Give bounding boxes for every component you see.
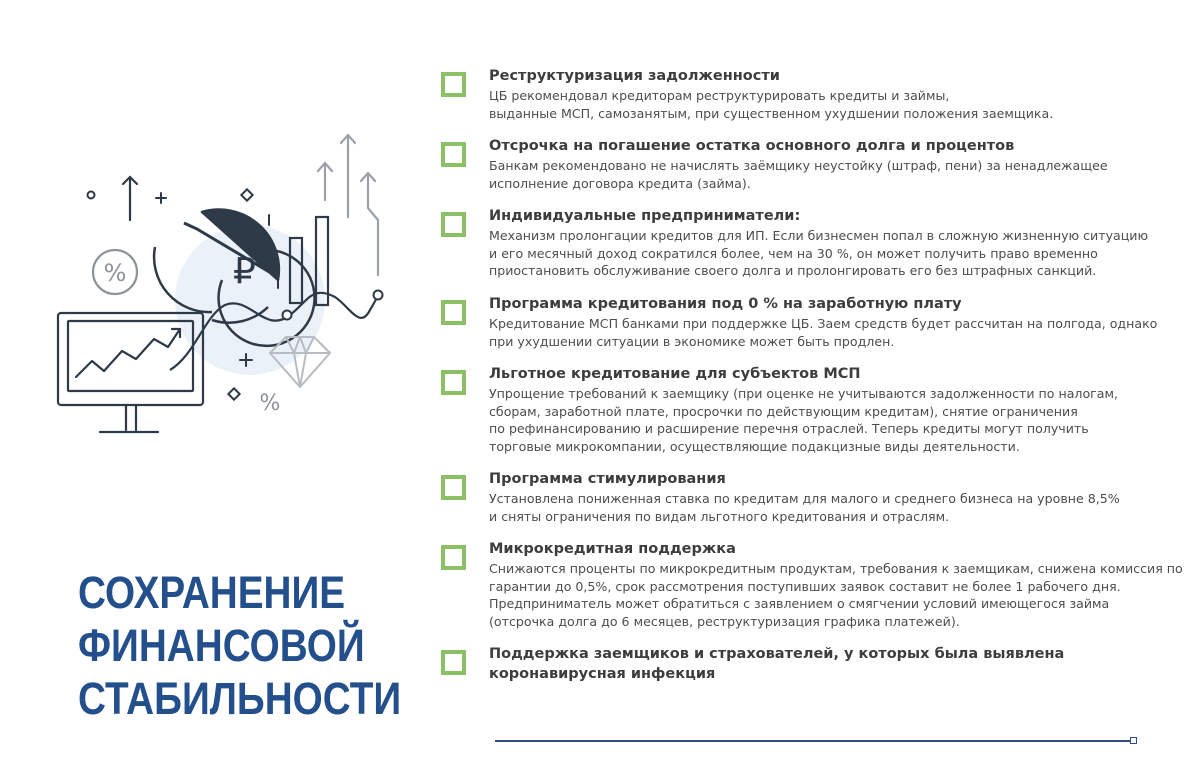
item-title: Микрокредитная поддержка: [489, 541, 736, 557]
checkbox-icon: [441, 475, 466, 500]
item-desc-line: Механизм пролонгации кредитов для ИП. Если бизнесмен попал в сложную жизненную ситуацию: [489, 228, 1149, 243]
footer-divider: [495, 740, 1133, 742]
finance-growth-illustration: [50, 125, 390, 445]
percent-small-icon: %: [259, 391, 281, 416]
item-title: Поддержка заемщиков и страхователей, у которых была выявлена: [489, 646, 1065, 662]
page-title-line: СТАБИЛЬНОСТИ: [78, 673, 402, 724]
checkbox-icon: [441, 142, 466, 167]
item-desc-line: Снижаются проценты по микрокредитным продуктам, требования к заемщикам, снижена комиссия по: [489, 561, 1183, 576]
percent-icon: [93, 250, 137, 294]
ruble-icon: ₽: [233, 251, 256, 292]
page-title-line: СОХРАНЕНИЕ: [78, 567, 346, 618]
checkbox-icon: [441, 370, 466, 395]
checkbox-icon: [441, 300, 466, 325]
footer-divider-end: [1130, 737, 1137, 744]
item-desc-line: приостановить обслуживание своего долга и пролонгировать его без штрафных санкций.: [489, 263, 1097, 278]
item-desc-line: при ухудшении ситуации в экономике может быть продлен.: [489, 333, 895, 349]
svg-text:%: %: [103, 259, 127, 287]
item-desc-line: исполнение договора кредита (займа).: [489, 175, 751, 191]
page-title: [78, 566, 402, 725]
wave-node: [374, 291, 383, 300]
item-title: Программа стимулирования: [489, 471, 726, 487]
checkbox-icon: [441, 212, 466, 237]
item-desc-line: Банкам рекомендовано не начислять заёмщику неустойку (штраф, пени) за ненадлежащее: [489, 158, 1108, 173]
item-desc-line: Предприниматель может обратиться с заявлением о смягчении условий имеющегося займа: [489, 596, 1110, 611]
checkbox-icon: [441, 72, 466, 97]
item-title: Реструктуризация задолженности: [489, 68, 780, 84]
item-desc-line: гарантии до 0,5%, срок рассмотрения поступивших заявок составит не более 1 рабочего дня.: [489, 578, 1121, 594]
item-title: Льготное кредитование для субъектов МСП: [489, 366, 861, 382]
checkbox-icon: [441, 545, 466, 570]
item-desc-line: Кредитование МСП банками при поддержке ЦБ. Заем средств будет рассчитан на полгода, однако: [489, 316, 1158, 331]
item-title: Программа кредитования под 0 % на заработную плату: [489, 296, 962, 312]
wave-node: [283, 311, 292, 320]
item-desc-line: (отсрочка долга до 6 месяцев, реструктуризация графика платежей).: [489, 613, 960, 629]
item-desc-line: и его месячный доход сократился более, чем на 30 %, он может получить право временно: [489, 245, 1098, 261]
item-desc-line: Упрощение требований к заемщику (при оценке не учитываются задолженности по налогам,: [489, 386, 1119, 401]
item-desc-line: выданные МСП, самозанятым, при существенном ухудшении положения заемщика.: [489, 105, 1054, 121]
monitor-icon: [58, 313, 203, 432]
item-desc-line: ЦБ рекомендовал кредиторам реструктурировать кредиты и займы,: [489, 88, 950, 103]
item-desc-line: Установлена пониженная ставка по кредитам для малого и среднего бизнеса на уровне 8,5%: [489, 491, 1120, 506]
item-title: Отсрочка на погашение остатка основного долга и процентов: [489, 138, 1015, 154]
item-desc-line: сборам, заработной плате, просрочки по действующим кредитам), снятие ограничения: [489, 403, 1078, 419]
item-desc-line: торговые микрокомпании, осуществляющие подакцизные виды деятельности.: [489, 438, 1020, 454]
item-desc-line: по рефинансированию и расширение перечня отраслей. Теперь кредиты могут получить: [489, 421, 1089, 436]
up-arrow-icon: [123, 177, 137, 220]
checkbox-icon: [441, 650, 466, 675]
item-desc-line: и сняты ограничения по видам льготного кредитования и отраслям.: [489, 508, 950, 524]
item-title: Индивидуальные предприниматели:: [489, 208, 801, 224]
page-title-line: ФИНАНСОВОЙ: [78, 620, 365, 671]
item-title: коронавирусная инфекция: [489, 666, 716, 682]
